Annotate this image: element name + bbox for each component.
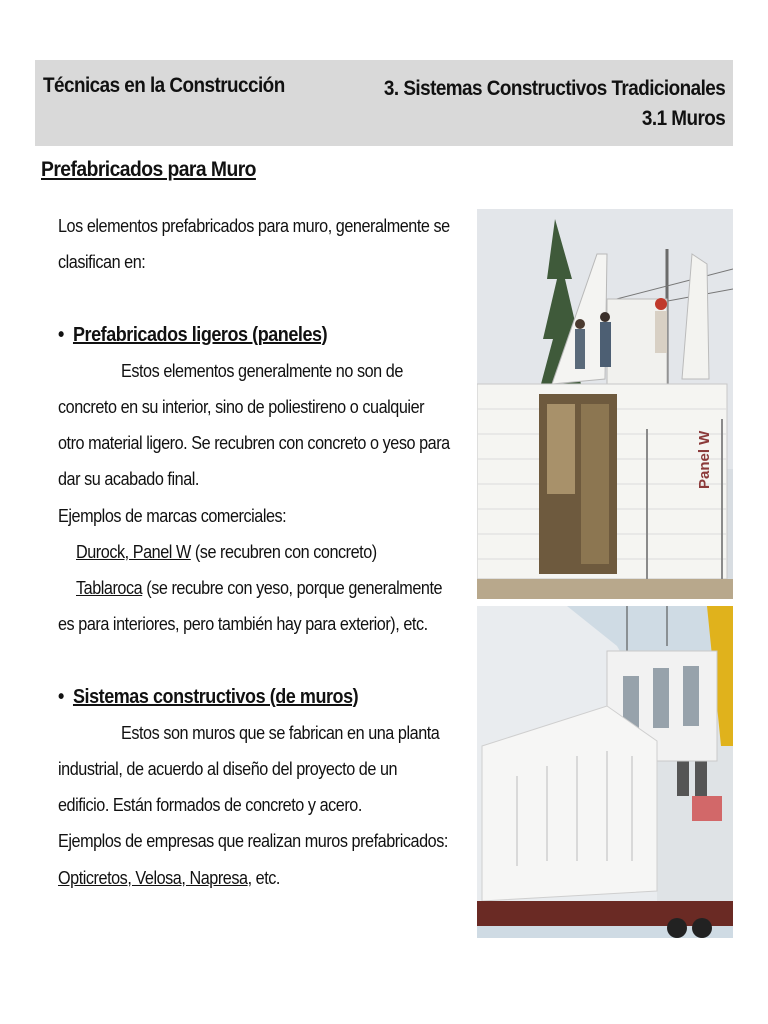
brand-example bbox=[58, 570, 445, 606]
company-names: Opticretos, Velosa, Napresa bbox=[58, 867, 248, 888]
body-line: concreto en su interior, sino de poliestireno o cualquier bbox=[58, 397, 425, 417]
chapter-title-line1: 3. Sistemas Constructivos Tradicionales bbox=[383, 77, 725, 100]
body-line: Ejemplos de marcas comerciales: bbox=[58, 505, 287, 526]
body-line: Estos elementos generalmente no son de bbox=[121, 360, 403, 381]
body-line: Estos son muros que se fabrican en una planta bbox=[121, 722, 440, 743]
bullet-light-panels bbox=[58, 317, 445, 353]
panel-construction-image bbox=[477, 209, 733, 599]
body-line: edificio. Están formados de concreto y acero. bbox=[58, 795, 362, 816]
brand-names: Tablaroca bbox=[76, 578, 143, 599]
body-line: es para interiores, pero también hay para exterior), etc. bbox=[58, 614, 428, 635]
bullet-wall-systems bbox=[58, 679, 445, 715]
bullet-marker: • bbox=[58, 685, 64, 708]
intro-line: Los elementos prefabricados para muro, generalmente se bbox=[58, 216, 450, 236]
slide-header bbox=[35, 60, 733, 146]
panel-construction-photo bbox=[477, 209, 733, 599]
bullet-marker: • bbox=[58, 323, 64, 346]
intro-line: clasifican en: bbox=[58, 252, 146, 273]
slide-body bbox=[58, 208, 488, 896]
precast-walls-photo bbox=[477, 606, 733, 938]
brand-names: Durock, Panel W bbox=[76, 541, 191, 562]
body-line: Ejemplos de empresas que realizan muros prefabricados: bbox=[58, 831, 448, 852]
companies-line bbox=[58, 860, 445, 896]
body-line: dar su acabado final. bbox=[58, 469, 199, 490]
chapter-title-line2: 3.1 Muros bbox=[641, 107, 725, 130]
chapter-title bbox=[384, 74, 725, 134]
course-title: Técnicas en la Construcción bbox=[43, 74, 285, 97]
precast-walls-image bbox=[477, 606, 733, 938]
body-line: industrial, de acuerdo al diseño del proyecto de un bbox=[58, 759, 398, 780]
body-line: otro material ligero. Se recubren con concreto o yeso para bbox=[58, 433, 450, 454]
panel-brand-label: Panel W bbox=[696, 430, 713, 489]
section-title: Prefabricados para Muro bbox=[41, 158, 256, 181]
bullet-title: Prefabricados ligeros (paneles) bbox=[72, 323, 328, 346]
brand-example bbox=[58, 534, 445, 570]
bullet-title: Sistemas constructivos (de muros) bbox=[72, 685, 359, 708]
companies-etc: , etc. bbox=[247, 867, 280, 888]
brand-note: (se recubre con yeso, porque generalmente bbox=[142, 578, 443, 599]
brand-note: (se recubren con concreto) bbox=[190, 541, 377, 562]
